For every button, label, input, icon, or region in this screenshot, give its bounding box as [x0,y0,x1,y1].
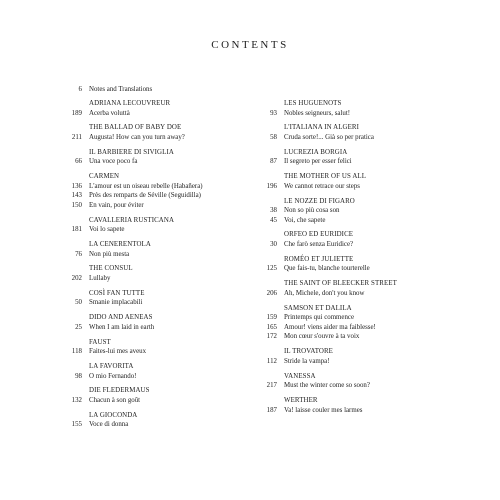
page-number: 206 [266,289,277,297]
aria-entry[interactable] [60,201,260,211]
opera-entry-the-mother-of-us-all [255,172,455,191]
opera-title: THE BALLAD OF BABY DOE [89,124,182,132]
page-number: 150 [71,201,82,209]
aria-entry[interactable] [255,109,455,119]
opera-entry-cosi-fan-tutte [60,289,260,308]
aria-entry[interactable] [255,357,455,367]
aria-title: Printemps qui commence [284,314,355,322]
opera-heading [60,264,260,274]
aria-title: Voi lo sapete [89,226,125,234]
opera-entry-carmen [60,172,260,210]
aria-title: Must the winter come so soon? [284,382,370,390]
aria-title: Voce di donna [89,421,129,429]
aria-entry[interactable] [60,347,260,357]
opera-entry-adriana-lecouvreur [60,99,260,118]
aria-title: Acerba voluttà [89,109,130,117]
aria-title: When I am laid in earth [89,323,155,331]
notes-label: Notes and Translations [89,86,153,93]
opera-title: LA CENERENTOLA [89,241,151,249]
page-number: 136 [71,182,82,190]
aria-entry[interactable] [255,206,455,216]
opera-title: LUCREZIA BORGIA [284,148,348,156]
opera-entry-vanessa [255,372,455,391]
aria-title: Non più mesta [89,250,130,258]
aria-entry[interactable] [60,225,260,235]
opera-title: CARMEN [89,173,120,181]
opera-entry-la-favorita [60,362,260,381]
opera-entry-il-barbiere-di-siviglia [60,148,260,167]
page-number: 187 [266,406,277,414]
page-number: 6 [78,86,82,93]
aria-title: Smanie implacabili [89,299,143,307]
opera-title: LE NOZZE DI FIGARO [284,197,355,205]
aria-entry[interactable] [60,396,260,406]
opera-heading [255,396,455,406]
opera-heading [255,148,455,158]
aria-entry[interactable] [60,191,260,201]
opera-heading [255,372,455,382]
aria-entry[interactable] [255,264,455,274]
page-number: 66 [75,158,82,166]
aria-title: Una voce poco fa [89,158,138,166]
aria-entry[interactable] [60,133,260,143]
notes-entry[interactable] [60,85,260,95]
opera-heading [255,197,455,207]
opera-entry-le-nozze-di-figaro [255,197,455,226]
opera-entry-the-saint-of-bleecker-street [255,279,455,298]
opera-title: FAUST [89,338,111,346]
opera-title: LA FAVORITA [89,362,134,370]
opera-entry-samson-et-dalila [255,304,455,342]
aria-title: O mio Fernando! [89,372,137,380]
aria-title: Que fais-tu, blanche tourterelle [284,265,370,273]
opera-heading [255,279,455,289]
opera-heading [60,386,260,396]
opera-heading [255,255,455,265]
aria-title: Amour! viens aider ma faiblesse! [284,323,376,331]
opera-heading [60,123,260,133]
opera-heading [60,148,260,158]
aria-title: Cruda sorte!... Già so per pratica [284,133,374,141]
opera-heading [60,240,260,250]
aria-title: L'amour est un oiseau rebelle (Habañera) [89,182,203,190]
opera-entry-cavalleria-rusticana [60,216,260,235]
opera-title: VANESSA [284,372,316,380]
opera-entry-la-cenerentola [60,240,260,259]
opera-title: THE MOTHER OF US ALL [284,173,367,181]
opera-title: COSÌ FAN TUTTE [89,289,145,297]
opera-title: CAVALLERIA RUSTICANA [89,216,175,224]
aria-title: Lullaby [89,275,111,283]
page-number: 172 [266,333,277,341]
opera-entry-faust [60,338,260,357]
page-title: CONTENTS [211,39,289,51]
aria-entry[interactable] [255,133,455,143]
aria-entry[interactable] [255,216,455,226]
aria-entry[interactable] [60,323,260,333]
aria-entry[interactable] [60,182,260,192]
aria-title: Faites-lui mes aveux [89,348,147,356]
page-number: 143 [71,192,82,200]
opera-title: ADRIANA LECOUVREUR [89,100,171,107]
page-number: 125 [266,265,277,273]
aria-entry[interactable] [60,157,260,167]
contents-column-left [60,99,260,435]
opera-title: THE SAINT OF BLEECKER STREET [284,280,397,288]
opera-entry-il-trovatore [255,347,455,366]
opera-title: IL BARBIERE DI SIVIGLIA [89,148,174,156]
aria-title: En vain, pour éviter [89,201,144,209]
aria-entry[interactable] [255,289,455,299]
aria-entry[interactable] [255,157,455,167]
opera-entry-la-gioconda [60,411,260,430]
page-number: 98 [75,372,82,380]
opera-title: L'ITALIANA IN ALGERI [284,124,360,132]
opera-entry-the-consul [60,264,260,283]
aria-title: Augusta! How can you turn away? [89,133,185,141]
opera-heading [60,289,260,299]
aria-title: Voi, che sapete [284,216,326,224]
page-number: 38 [270,207,277,215]
page-number: 30 [270,241,277,249]
aria-entry[interactable] [255,240,455,250]
opera-heading [255,172,455,182]
opera-entry-lucrezia-borgia [255,148,455,167]
opera-heading [255,99,455,109]
page-number: 189 [71,109,82,117]
aria-entry[interactable] [60,298,260,308]
opera-entry-romeo-et-juliette [255,255,455,274]
opera-entry-werther [255,396,455,415]
page-number: 50 [75,299,82,307]
page-number: 25 [75,323,82,331]
page-number: 217 [266,382,277,390]
aria-title: Il segreto per esser felici [284,158,352,166]
aria-entry[interactable] [255,323,455,333]
aria-title: We cannot retrace our steps [284,182,360,190]
opera-heading [60,172,260,182]
opera-title: SAMSON ET DALILA [284,304,352,312]
opera-heading [60,411,260,421]
opera-title: THE CONSUL [89,265,133,273]
page-number: 202 [71,275,82,283]
opera-entry-orfeo-ed-euridice [255,230,455,249]
opera-heading [255,230,455,240]
aria-entry[interactable] [255,182,455,192]
aria-entry[interactable] [255,313,455,323]
opera-heading [60,362,260,372]
page-number: 211 [71,133,82,141]
opera-entry-les-huguenots [255,99,455,118]
page-number: 118 [71,348,82,356]
opera-title: DIE FLEDERMAUS [89,387,150,395]
page-number: 93 [270,109,277,117]
aria-entry[interactable] [60,250,260,260]
page-number: 112 [266,357,277,365]
page-number: 155 [71,421,82,429]
opera-title: LES HUGUENOTS [284,100,342,107]
page-number: 159 [266,314,277,322]
page-number: 58 [270,133,277,141]
opera-title: IL TROVATORE [284,348,333,356]
page-number: 196 [266,182,277,190]
opera-entry-l-italiana-in-algeri [255,123,455,142]
opera-title: ROMÉO ET JULIETTE [284,255,354,263]
aria-title: Ah, Michele, don't you know [284,289,365,297]
opera-heading [60,338,260,348]
aria-entry[interactable] [60,420,260,430]
opera-title: WERTHER [284,396,318,404]
opera-entry-dido-and-aeneas [60,313,260,332]
aria-entry[interactable] [255,381,455,391]
page-number: 76 [75,250,82,258]
opera-heading [60,99,260,109]
page-number: 181 [71,226,82,234]
opera-title: LA GIOCONDA [89,411,138,419]
aria-title: Nobles seigneurs, salut! [284,109,351,117]
aria-title: Chacun à son goût [89,396,141,404]
opera-heading [60,216,260,226]
opera-heading [255,347,455,357]
aria-entry[interactable] [60,372,260,382]
page-number: 132 [71,396,82,404]
aria-title: Non so più cosa son [284,207,340,215]
aria-title: Stride la vampa! [284,357,330,365]
opera-entry-the-ballad-of-baby-doe [60,123,260,142]
page-number: 45 [270,216,277,224]
opera-entry-die-fledermaus [60,386,260,405]
aria-title: Mon cœur s'ouvre à ta voix [284,333,360,341]
opera-heading [60,313,260,323]
opera-title: ORFEO ED EURIDICE [284,231,354,239]
contents-column-right [255,99,455,420]
aria-entry[interactable] [60,109,260,119]
aria-title: Che farò senza Euridice? [284,241,354,249]
aria-entry[interactable] [60,274,260,284]
opera-title: DIDO AND AENEAS [89,314,153,322]
page-number: 87 [270,158,277,166]
opera-heading [255,304,455,314]
aria-entry[interactable] [255,332,455,342]
page-number: 165 [266,323,277,331]
aria-title: Près des remparts de Séville (Seguidilla) [89,192,201,200]
aria-title: Va! laisse couler mes larmes [284,406,363,414]
aria-entry[interactable] [255,406,455,416]
opera-heading [255,123,455,133]
